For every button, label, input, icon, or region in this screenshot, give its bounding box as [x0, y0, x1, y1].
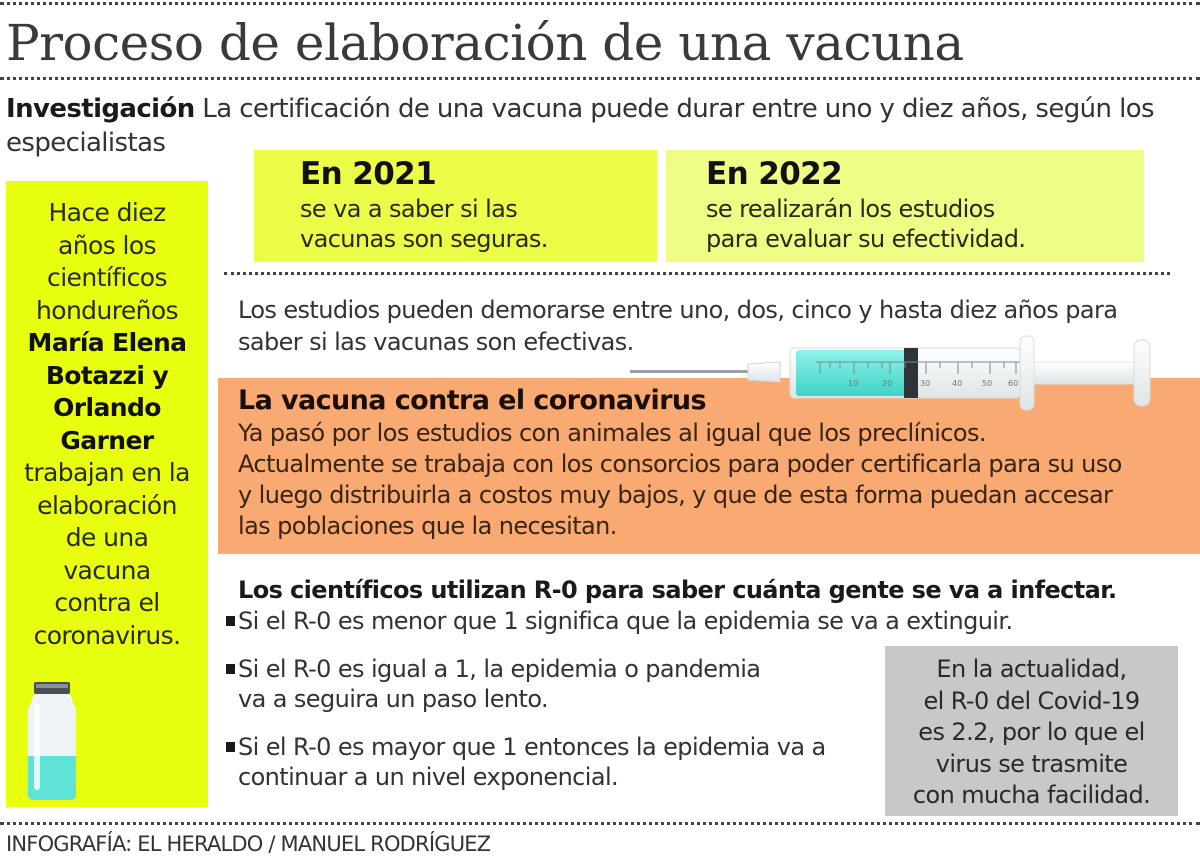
- syringe-scale-label: 40: [952, 379, 963, 388]
- syringe-scale-label: 60: [1008, 379, 1019, 388]
- timeline-divider: [224, 272, 1170, 275]
- sidebar-line: científicos: [47, 263, 167, 292]
- coronavirus-line: y luego distribuirla a costos muy bajos, y que de esta forma puedan accesar: [238, 481, 1113, 509]
- sidebar-line: elaboración: [37, 490, 177, 520]
- timeline-desc-line: para evaluar su efectividad.: [706, 225, 1026, 253]
- sidebar-line: coronavirus.: [33, 620, 181, 650]
- page-title: Proceso de elaboración de una vacuna: [6, 14, 964, 72]
- sidebar-line: años los: [58, 230, 156, 260]
- timeline-desc-line: se va a saber si las: [300, 195, 518, 223]
- sidebar-line: de una: [65, 523, 149, 552]
- timeline-year: En 2022: [706, 156, 843, 192]
- credit-line: INFOGRAFÍA: EL HERALDO / MANUEL RODRÍGUEZ: [6, 832, 491, 856]
- coronavirus-heading: La vacuna contra el coronavirus: [238, 385, 707, 416]
- callout-line: En la actualidad,: [936, 655, 1127, 683]
- callout-line: el R-0 del Covid-19: [923, 686, 1140, 715]
- timeline-card-2021: [254, 150, 657, 262]
- r0-bullet-item: Si el R-0 es mayor que 1 entonces la epidemia va a continuar a un nivel exponencial.: [228, 732, 828, 792]
- r0-bullet-item: Si el R-0 es igual a 1, la epidemia o pandemia va a seguira un paso lento.: [228, 654, 788, 714]
- syringe-icon: [620, 330, 1180, 420]
- intro-text: La certificación de una vacuna puede durar entre uno y diez años, según los especialistas: [6, 94, 1154, 158]
- r0-heading: Los científicos utilizan R-0 para saber cuánta gente se va a infectar.: [238, 576, 1117, 604]
- callout-line: es 2.2, por lo que el: [918, 718, 1145, 746]
- sidebar-line: hondureños: [36, 295, 178, 325]
- callout-line: virus se trasmite: [935, 749, 1128, 778]
- footer-divider: [0, 822, 1200, 825]
- syringe-scale-label: 50: [982, 379, 993, 388]
- timeline-desc-line: vacunas son seguras.: [300, 225, 548, 253]
- top-divider: [0, 2, 1200, 5]
- sidebar-line: vacuna: [63, 555, 151, 585]
- timeline-desc-line: se realizarán los estudios: [706, 195, 995, 223]
- syringe-scale-label: 10: [848, 379, 859, 388]
- r0-bullet-item: Si el R-0 es menor que 1 significa que la epidemia se va a extinguir.: [228, 606, 1188, 636]
- callout-line: con mucha facilidad.: [912, 781, 1151, 809]
- intro-label: Investigación: [6, 94, 195, 124]
- sidebar-line: trabajan en la: [24, 458, 190, 487]
- syringe-scale-label: 20: [882, 379, 893, 388]
- coronavirus-line: Actualmente se trabaja con los consorcios para poder certificarla para su uso: [238, 450, 1122, 478]
- scientist-name: María Elena: [27, 328, 187, 357]
- covid-r0-callout: [885, 646, 1178, 816]
- coronavirus-line: las poblaciones que la necesitan.: [238, 512, 617, 540]
- timeline-year: En 2021: [300, 156, 437, 192]
- vaccine-vial-icon: [24, 682, 80, 800]
- sidebar-line: contra el: [54, 588, 160, 617]
- syringe-scale-label: 30: [920, 379, 931, 388]
- title-divider: [0, 77, 1200, 80]
- scientist-name: Garner: [60, 425, 154, 455]
- coronavirus-line: Ya pasó por los estudios con animales al igual que los preclínicos.: [238, 419, 986, 447]
- sidebar-line: Hace diez: [48, 198, 166, 227]
- timeline-card-2022: [666, 150, 1144, 262]
- scientist-name: Orlando: [53, 393, 161, 422]
- studies-paragraph: Los estudios pueden demorarse entre uno, dos, cinco y hasta diez años para saber si las vacunas son efectivas.: [238, 296, 1118, 356]
- scientist-name: Botazzi y: [45, 360, 169, 390]
